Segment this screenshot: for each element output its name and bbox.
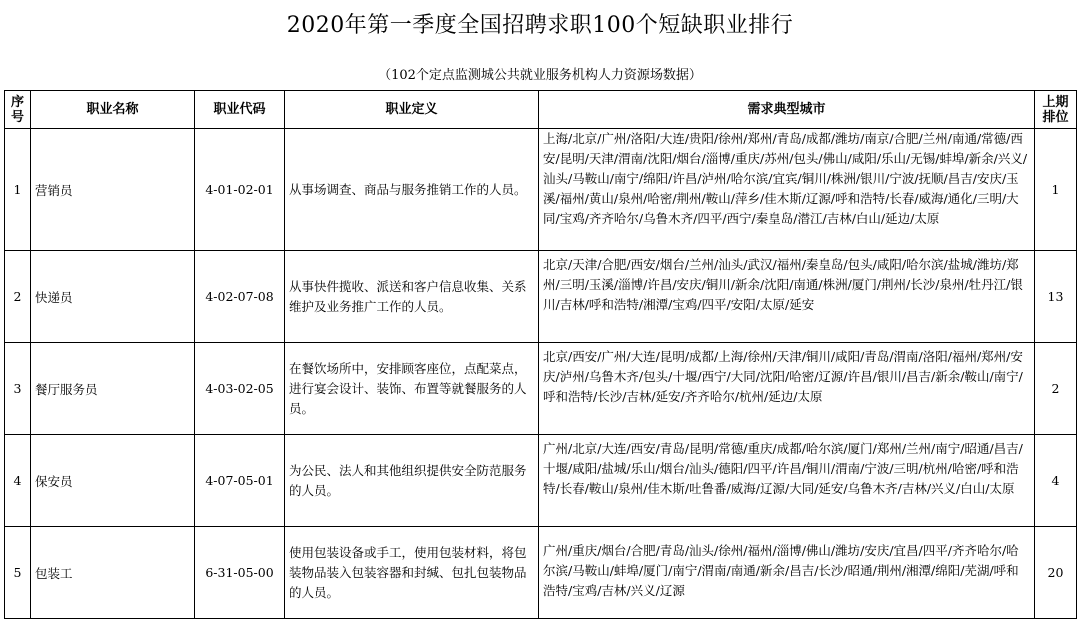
table-row xyxy=(5,343,1077,435)
header-name: 职业名称 xyxy=(31,91,195,129)
row-cities-text: 北京/天津/合肥/西安/烟台/兰州/汕头/武汉/福州/秦皇岛/包头/咸阳/哈尔滨/盐城/潍坊/郑州/三明/玉溪/淄博/许昌/安庆/铜川/新余/沈阳/南通/株洲/厦门/荆州/长沙/泉州/牡丹江/银川/吉林/呼和浩特/湘潭/宝鸡/四平/安阳/太原/延安 xyxy=(543,257,1023,312)
row-name: 营销员 xyxy=(31,129,195,251)
row-code: 4-02-07-08 xyxy=(195,251,285,343)
row-cities xyxy=(539,129,1035,251)
row-no: 3 xyxy=(5,343,31,435)
row-cities xyxy=(539,435,1035,527)
header-no: 序号 xyxy=(5,91,31,129)
shortage-occupation-table xyxy=(4,90,1077,619)
table-row xyxy=(5,251,1077,343)
table-row xyxy=(5,527,1077,619)
row-cities xyxy=(539,251,1035,343)
row-no: 2 xyxy=(5,251,31,343)
page-subtitle: （102个定点监测城公共就业服务机构人力资源场数据） xyxy=(378,68,702,83)
table-header-row xyxy=(5,91,1077,129)
row-cities-text: 北京/西安/广州/大连/昆明/成都/上海/徐州/天津/铜川/咸阳/青岛/渭南/洛阳/福州/郑州/安庆/泸州/乌鲁木齐/包头/十堰/西宁/大同/沈阳/哈密/辽源/许昌/银川/昌吉/新余/鞍山/南宁/呼和浩特/长沙/吉林/延安/齐齐哈尔/杭州/延边/太原 xyxy=(543,349,1023,404)
header-definition: 职业定义 xyxy=(285,91,539,129)
page-title: 2020年第一季度全国招聘求职100个短缺职业排行 xyxy=(286,13,794,38)
row-definition: 使用包装设备或手工，使用包装材料，将包装物品装入包装容器和封缄、包扎包装物品的人员。 xyxy=(285,527,539,619)
row-name: 快递员 xyxy=(31,251,195,343)
row-no: 4 xyxy=(5,435,31,527)
row-no: 1 xyxy=(5,129,31,251)
row-definition: 从事快件揽收、派送和客户信息收集、关系维护及业务推广工作的人员。 xyxy=(285,251,539,343)
header-code: 职业代码 xyxy=(195,91,285,129)
row-prev-rank: 4 xyxy=(1035,435,1077,527)
row-name: 保安员 xyxy=(31,435,195,527)
table-row xyxy=(5,435,1077,527)
row-prev-rank: 20 xyxy=(1035,527,1077,619)
row-definition: 从事场调查、商品与服务推销工作的人员。 xyxy=(285,129,539,251)
row-code: 4-03-02-05 xyxy=(195,343,285,435)
row-code: 4-01-02-01 xyxy=(195,129,285,251)
row-prev-rank: 13 xyxy=(1035,251,1077,343)
row-code: 4-07-05-01 xyxy=(195,435,285,527)
header-prev-rank: 上期排位 xyxy=(1035,91,1077,129)
table-row xyxy=(5,129,1077,251)
row-cities-text: 广州/北京/大连/西安/青岛/昆明/常德/重庆/成都/哈尔滨/厦门/郑州/兰州/南宁/昭通/昌吉/十堰/咸阳/盐城/乐山/烟台/汕头/德阳/四平/许昌/铜川/渭南/宁波/三明/杭州/哈密/呼和浩特/长春/鞍山/泉州/佳木斯/吐鲁番/威海/辽源/大同/延安/乌鲁木齐/吉林/兴义/白山/太原 xyxy=(543,441,1023,496)
row-cities-text: 广州/重庆/烟台/合肥/青岛/汕头/徐州/福州/淄博/佛山/潍坊/安庆/宜昌/四平/齐齐哈尔/哈尔滨/马鞍山/蚌埠/厦门/南宁/渭南/南通/新余/昌吉/长沙/昭通/荆州/湘潭/绵阳/芜湖/呼和浩特/宝鸡/吉林/兴义/辽源 xyxy=(543,543,1019,598)
row-prev-rank: 1 xyxy=(1035,129,1077,251)
row-cities xyxy=(539,527,1035,619)
row-prev-rank: 2 xyxy=(1035,343,1077,435)
row-definition: 在餐饮场所中，安排顾客座位，点配菜点，进行宴会设计、装饰、布置等就餐服务的人员。 xyxy=(285,343,539,435)
row-name: 包装工 xyxy=(31,527,195,619)
row-no: 5 xyxy=(5,527,31,619)
row-definition: 为公民、法人和其他组织提供安全防范服务的人员。 xyxy=(285,435,539,527)
row-cities xyxy=(539,343,1035,435)
row-code: 6-31-05-00 xyxy=(195,527,285,619)
row-name: 餐厅服务员 xyxy=(31,343,195,435)
header-cities: 需求典型城市 xyxy=(539,91,1035,129)
row-cities-text: 上海/北京/广州/洛阳/大连/贵阳/徐州/郑州/青岛/成都/潍坊/南京/合肥/兰州/南通/常德/西安/昆明/天津/渭南/沈阳/烟台/淄博/重庆/苏州/包头/佛山/咸阳/乐山/无锡/蚌埠/新余/兴义/汕头/马鞍山/南宁/绵阳/许昌/泸州/哈尔滨/宜宾/铜川/株洲/银川/宁波/抚顺/昌吉/安庆/玉溪/福州/黄山/泉州/哈密/荆州/鞍山/萍乡/佳木斯/辽源/呼和浩特/长春/威海/通化/三明/大同/宝鸡/齐齐哈尔/乌鲁木齐/四平/西宁/秦皇岛/潜江/吉林/白山/延边/太原 xyxy=(543,131,1028,226)
